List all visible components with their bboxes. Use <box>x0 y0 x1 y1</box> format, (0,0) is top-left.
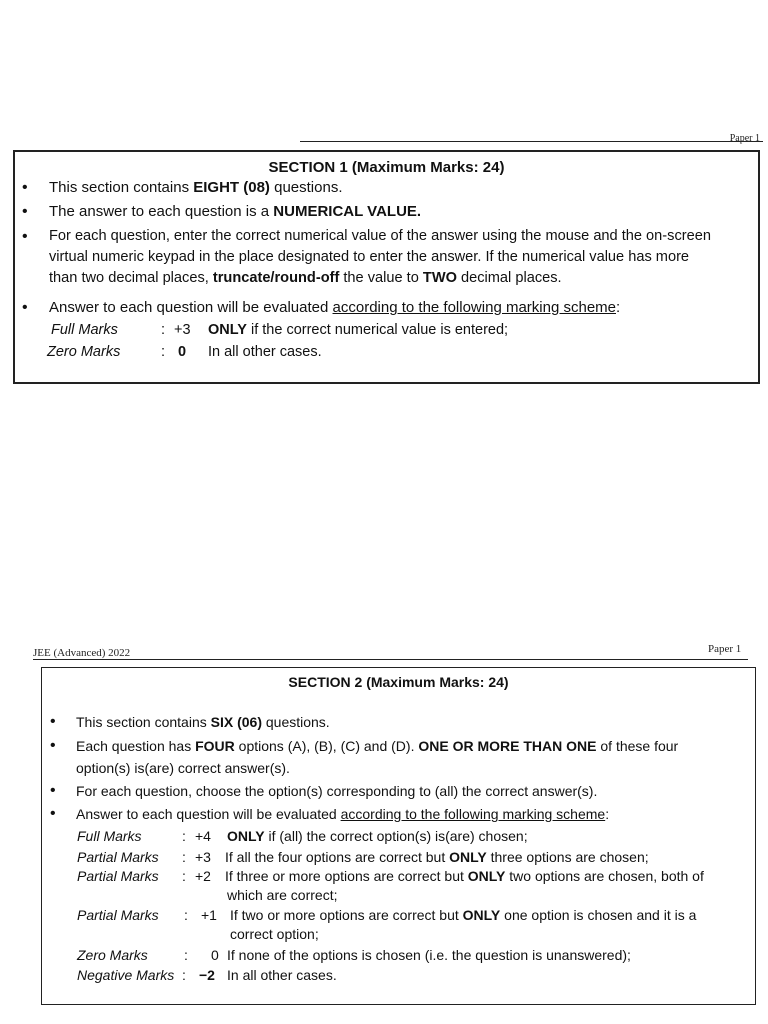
section2-scheme-partial-1: Partial Marks : +1 If two or more options are correct but ONLY one option is chosen and it is a correct option; <box>77 907 697 942</box>
section1-title: SECTION 1 (Maximum Marks: 24) <box>268 159 505 176</box>
bullet-dot: • <box>22 299 28 316</box>
section1-bullet-3: • For each question, enter the correct numerical value of the answer using the mouse and the on-screen virtual numeric keypad in the place designated to enter the answer. If the numerical value has more than two decimal places, truncate/round-off the value to TWO decimal places. <box>22 228 711 286</box>
section2-bullet-1: • This section contains SIX (06) questions. <box>50 711 750 733</box>
page-header-paper: Paper 1 <box>708 643 742 655</box>
section2-title: SECTION 2 (Maximum Marks: 24) <box>288 674 509 690</box>
section2-bullet-4: • Answer to each question will be evaluated according to the following marking scheme: <box>50 803 750 825</box>
section2-scheme-partial-2: Partial Marks : +2 If three or more options are correct but ONLY two options are chosen, both of which are correct; <box>77 868 704 903</box>
bullet-dot: • <box>22 228 28 245</box>
section1-bullet-1: • This section contains EIGHT (08) questions. <box>22 179 343 196</box>
section1-bullet-4: • Answer to each question will be evaluated according to the following marking scheme: <box>22 299 621 316</box>
section1-bullet-2: • The answer to each question is a NUMERICAL VALUE. <box>22 203 422 220</box>
section2-box: SECTION 2 (Maximum Marks: 24) • This section contains SIX (06) questions. • Each question has FOUR options (A), (B), (C) and (D). ONE OR MORE THAN ONE of these four option(s) is(are) correct answer(s). • For each question, choose the option(s) corresponding to (all) the correct answer(s). • Answer to each question will be evaluated according to the following marking scheme: Full Marks : +4 ONLY if (all) the correct option(s) is(are) chosen; Partial Marks : +3 If all the four options are correct but ONLY three options are chosen; Partial Marks : +2 If three or more options are correct but ONLY two options are chosen, both of which are correct; Partial Marks : +1 If two or more options are correct but ONLY one option is chosen and it is a correct option; Zero Marks : 0 If none of the options is chosen (i.e. the question is unanswered); Negative Marks : −2 In all other cases. <box>41 667 756 1005</box>
section2-bullet-2: • Each question has FOUR options (A), (B), (C) and (D). ONE OR MORE THAN ONE of these four option(s) is(are) correct answer(s). <box>50 737 679 776</box>
page-header-exam: JEE (Advanced) 2022 <box>33 647 131 659</box>
top-paper-label: Paper 1 <box>729 133 760 144</box>
bullet-dot: • <box>50 737 56 754</box>
bullet-dot: • <box>22 203 28 220</box>
bullet-dot: • <box>22 179 28 196</box>
bullet-dot: • <box>50 805 56 822</box>
section2-bullet-3: • For each question, choose the option(s) corresponding to (all) the correct answer(s). <box>50 780 750 802</box>
bullet-dot: • <box>50 782 56 799</box>
top-header-rule <box>300 141 763 142</box>
bullet-dot: • <box>50 713 56 730</box>
page-header-rule <box>33 659 748 660</box>
section1-box: SECTION 1 (Maximum Marks: 24) • This section contains EIGHT (08) questions. • The answer to each question is a NUMERICAL VALUE. • For each question, enter the correct numerical value of the answer using the mouse and the on-screen virtual numeric keypad in the place designated to enter the answer. If the numerical value has more than two decimal places, truncate/round-off the value to TWO decimal places. • Answer to each question will be evaluated according to the following marking scheme: Full Marks : +3 ONLY if the correct numerical value is entered; Zero Marks : 0 In all other cases. <box>13 150 760 384</box>
